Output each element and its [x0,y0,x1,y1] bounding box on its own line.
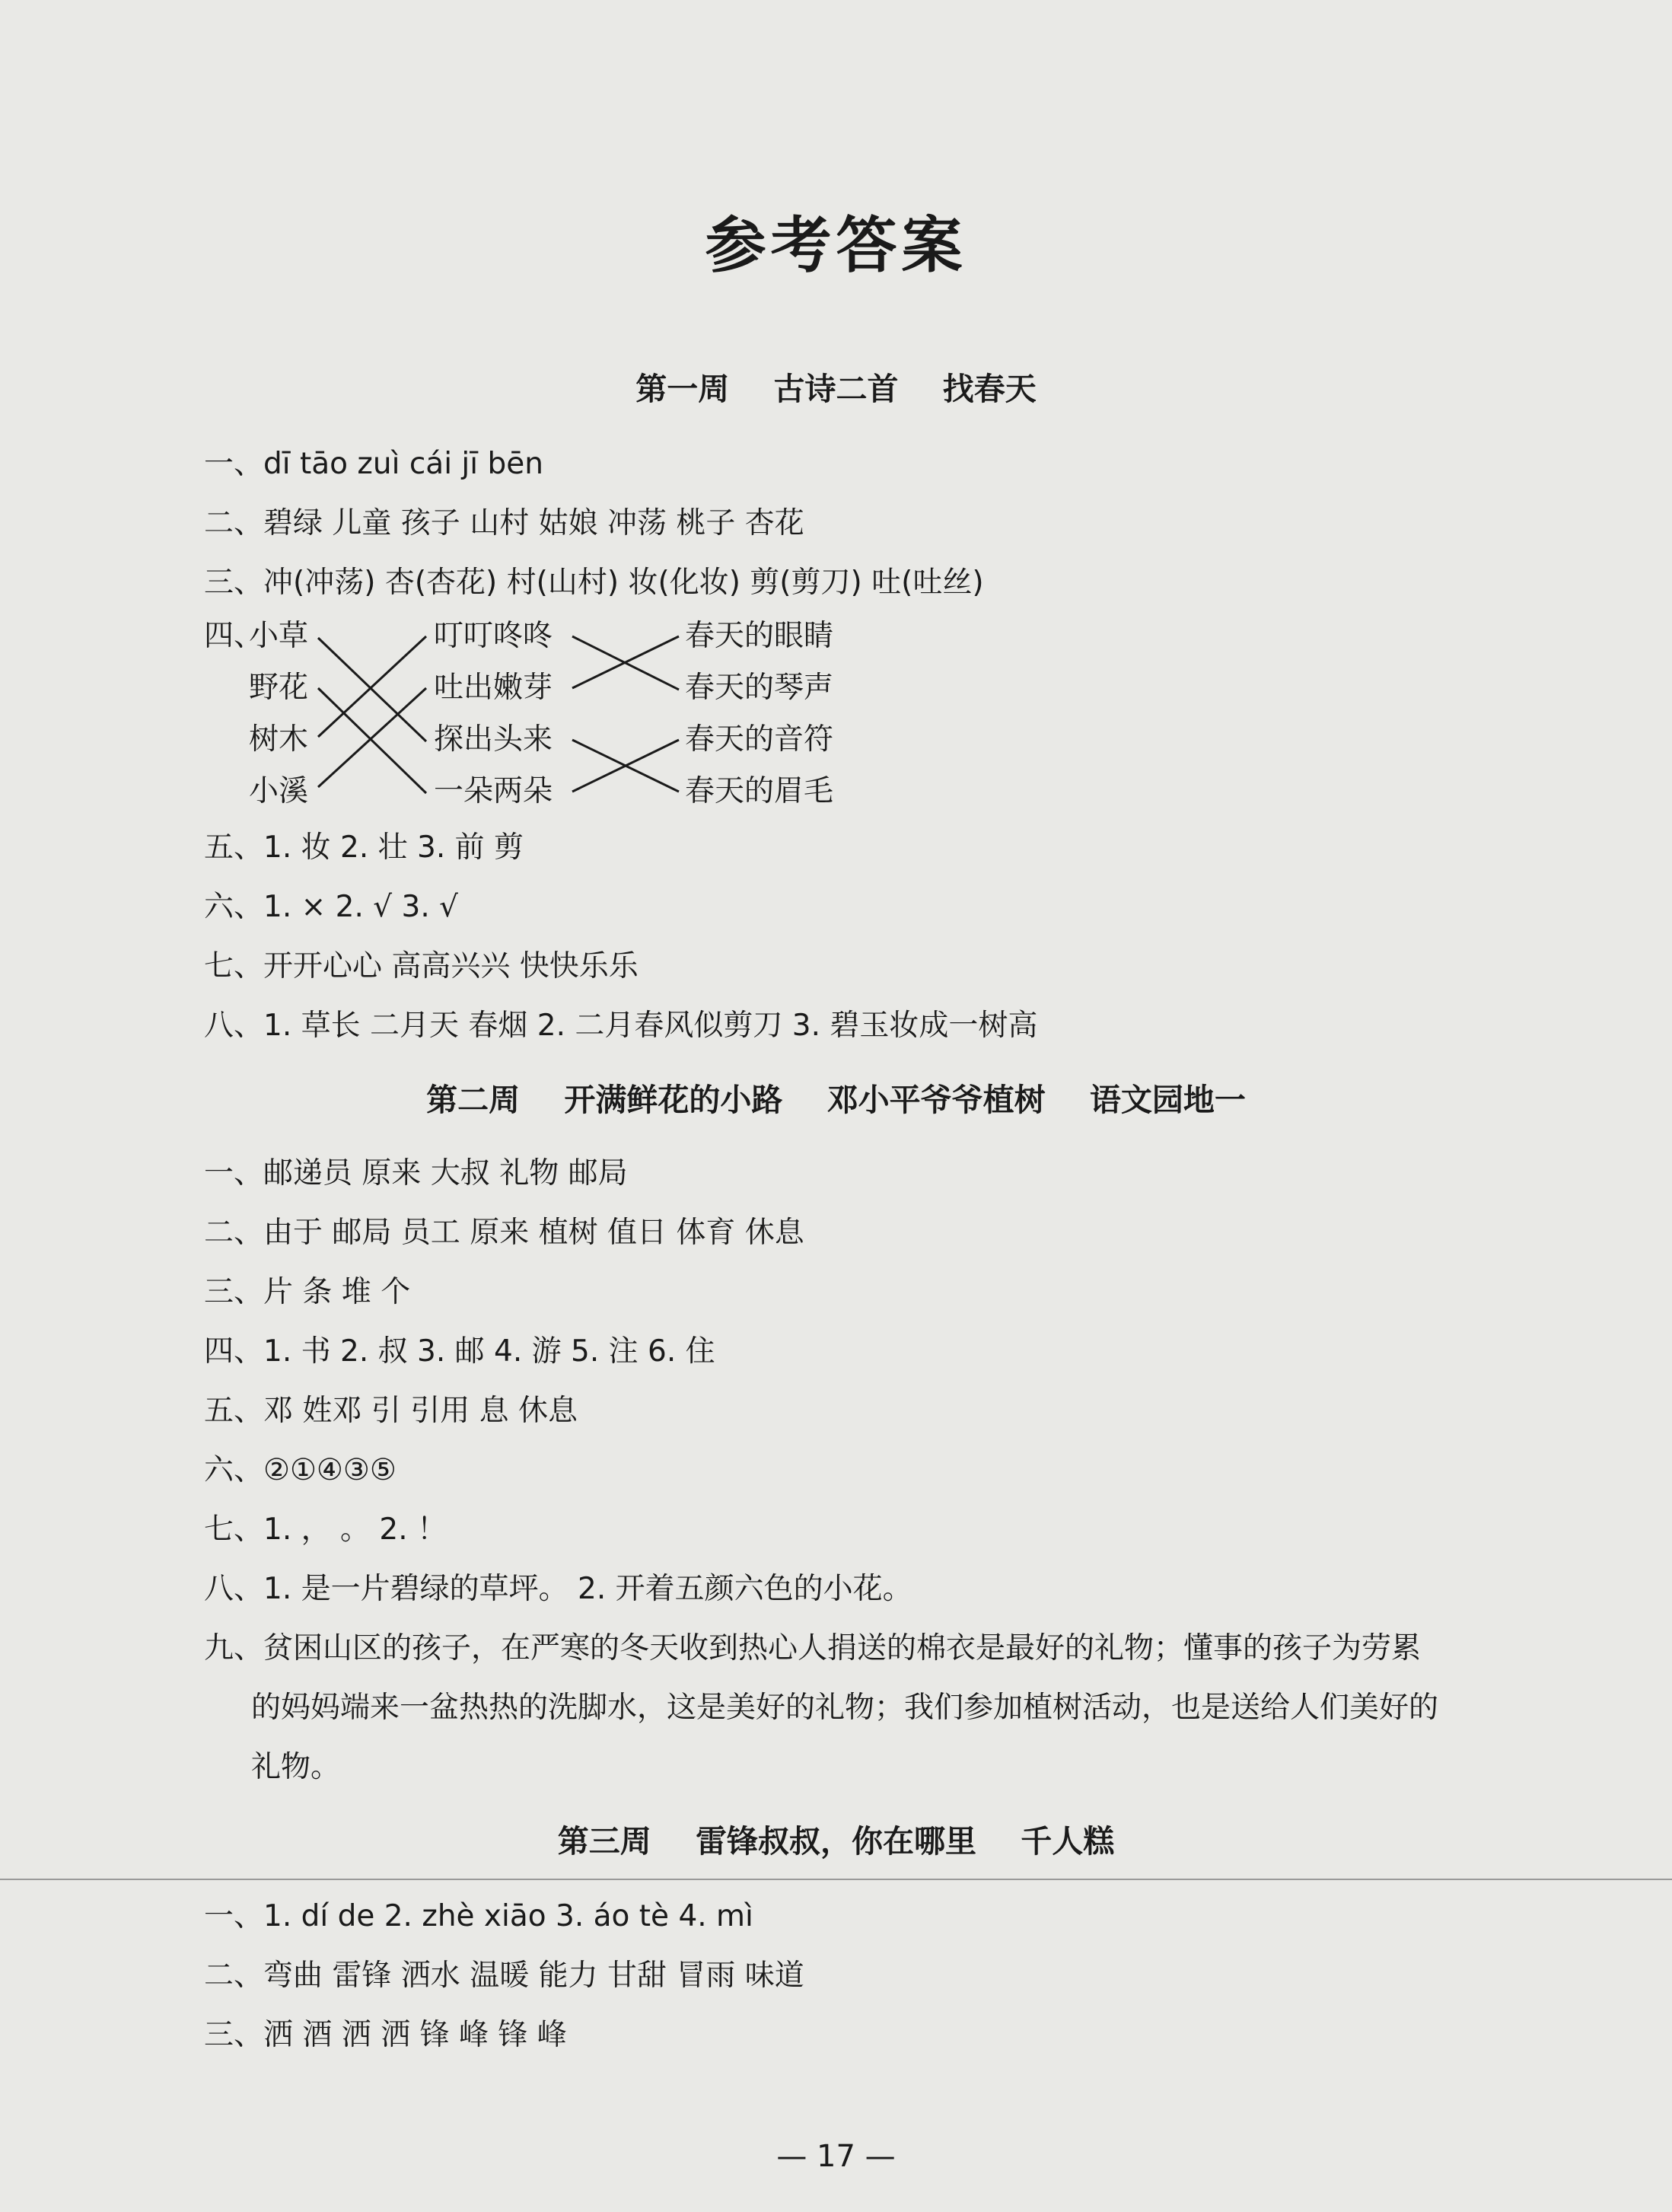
match-right-item: 春天的眼睛 [685,619,834,653]
week1-heading-part: 第一周 [635,371,730,407]
week3-line-2: 二、弯曲 雷锋 洒水 温暖 能力 甘甜 冒雨 味道 [204,1959,804,1993]
match-left-item: 野花 [249,671,309,705]
week2-heading [0,1075,1672,1120]
week1-line-5: 五、1. 妆 2. 壮 3. 前 剪 [204,830,524,865]
week2-line-8: 八、1. 是一片碧绿的草坪。 2. 开着五颜六色的小花。 [204,1572,912,1606]
match-mid-item: 一朵两朵 [434,774,553,808]
week1-line-7: 七、开开心心 高高兴兴 快快乐乐 [204,949,639,983]
match-prefix: 四、 [204,619,264,653]
match-mid-item: 探出头来 [434,722,553,757]
week1-line-8: 八、1. 草长 二月天 春烟 2. 二月春风似剪刀 3. 碧玉妆成一树高 [204,1009,1038,1043]
match-left-item: 树木 [249,722,309,757]
week1-line-1: 一、dī tāo zuì cái jī bēn [204,447,543,481]
week3-heading-part: 第三周 [557,1823,651,1860]
week2-line-9a: 九、贫困山区的孩子，在严寒的冬天收到热心人捐送的棉衣是最好的礼物；懂事的孩子为劳累 [204,1631,1422,1665]
match-line [318,638,426,741]
week3-heading-part: 千人糕 [1021,1823,1115,1860]
week2-heading-part: 第二周 [426,1082,521,1118]
week2-line-3: 三、片 条 堆 个 [204,1275,411,1309]
week3-heading-part: 雷锋叔叔，你在哪里 [696,1823,976,1860]
week2-line-4: 四、1. 书 2. 叔 3. 邮 4. 游 5. 注 6. 住 [204,1334,715,1369]
match-right-item: 春天的琴声 [685,671,834,705]
week2-line-9c: 礼物。 [251,1750,341,1784]
match-right-item: 春天的音符 [685,722,834,757]
week3-line-1: 一、1. dí de 2. zhè xiāo 3. áo tè 4. mì [204,1899,753,1933]
section-divider [0,1879,1672,1880]
match-mid-item: 叮叮咚咚 [434,619,553,653]
week2-heading-part: 开满鲜花的小路 [564,1082,783,1118]
match-left-item: 小草 [249,619,309,653]
week2-line-1: 一、邮递员 原来 大叔 礼物 邮局 [204,1156,628,1190]
page-title: 参考答案 [705,209,967,281]
week1-heading-part: 古诗二首 [773,371,899,407]
week2-line-6: 六、②①④③⑤ [204,1453,397,1487]
page-number: — 17 — [776,2139,896,2174]
week2-line-2: 二、由于 邮局 员工 原来 植树 值日 体育 休息 [204,1216,804,1250]
match-mid-item: 吐出嫩芽 [434,671,553,705]
week2-heading-part: 语文园地一 [1089,1082,1246,1118]
week1-line-3: 三、冲(冲荡) 杏(杏花) 村(山村) 妆(化妆) 剪(剪刀) 吐(吐丝) [204,566,984,600]
week3-heading [0,1816,1672,1861]
week2-line-7: 七、1. ， 。 2. ！ [204,1512,447,1547]
week1-heading-part: 找春天 [942,371,1037,407]
week2-line-9b: 的妈妈端来一盆热热的洗脚水，这是美好的礼物；我们参加植树活动，也是送给人们美好的 [251,1691,1439,1725]
week1-line-2: 二、碧绿 儿童 孩子 山村 姑娘 冲荡 桃子 杏花 [204,506,804,540]
match-line [318,636,426,737]
match-left-item: 小溪 [249,774,309,808]
match-right-item: 春天的眉毛 [685,774,834,808]
week2-line-5: 五、邓 姓邓 引 引用 息 休息 [204,1394,578,1428]
week2-heading-part: 邓小平爷爷植树 [826,1082,1046,1118]
week3-line-3: 三、洒 酒 洒 洒 锋 峰 锋 峰 [204,2018,567,2052]
week1-line-6: 六、1. × 2. √ 3. √ [204,890,458,924]
